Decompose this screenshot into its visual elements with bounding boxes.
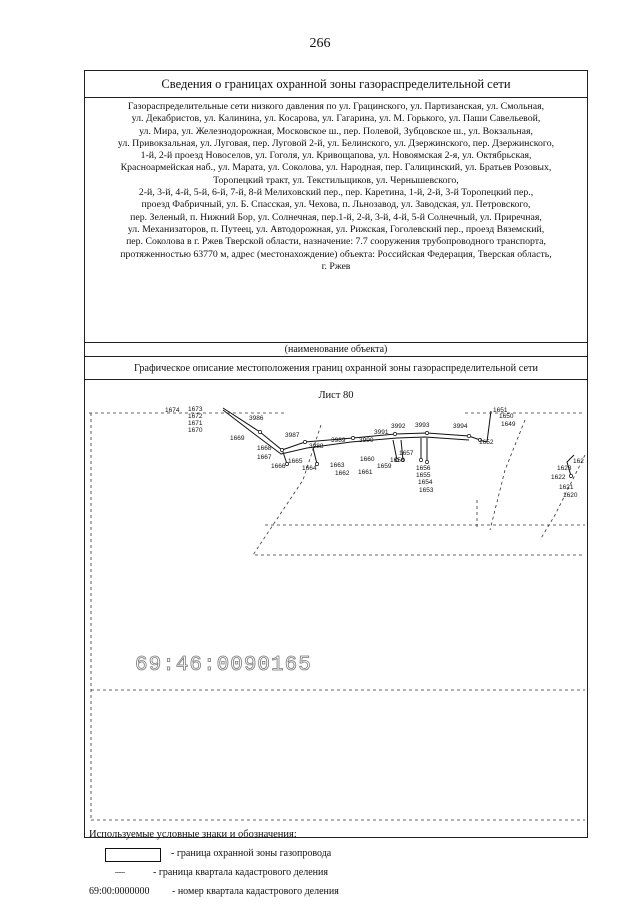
point-label: 1623 bbox=[557, 465, 572, 472]
legend bbox=[85, 829, 587, 909]
point-label: 1664 bbox=[302, 465, 317, 472]
point-label: 1658 bbox=[390, 457, 405, 464]
point-label: 3991 bbox=[374, 429, 389, 436]
description-line: Торопецкий тракт, ул. Текстильщиков, ул. Чернышевского, bbox=[213, 174, 459, 186]
description-line: ул. Мира, ул. Железнодорожная, Московское ш., пер. Полевой, Зубцовское ш., ул. Вокзальная, bbox=[139, 125, 533, 137]
point-label: 1669 bbox=[230, 435, 245, 442]
point-label: 1665 bbox=[288, 458, 303, 465]
map-area bbox=[85, 380, 587, 829]
point-label: 1656 bbox=[416, 465, 431, 472]
description-line: пер. Соколова в г. Ржев Тверской области, назначение: 7.7 сооружения трубопроводного транспорта, bbox=[126, 236, 546, 248]
point-label: 1654 bbox=[418, 479, 433, 486]
point-label: 3993 bbox=[415, 422, 430, 429]
point-label: 1649 bbox=[501, 421, 516, 428]
point-label: 3994 bbox=[453, 423, 468, 430]
point-label: 1671 bbox=[188, 420, 203, 427]
point-label: 1668 bbox=[257, 445, 272, 452]
description-line: 2-й, 3-й, 4-й, 5-й, 6-й, 7-й, 8-й Мелиховский пер., пер. Каретина, 1-й, 2-й, 3-й Торопецкий пер., bbox=[138, 187, 534, 199]
point-label: 1660 bbox=[360, 456, 375, 463]
legend-item-protection-zone: - граница охранной зоны газопровода bbox=[171, 848, 332, 859]
cadastral-boundary-symbol: — bbox=[115, 867, 125, 878]
description-line: г. Ржев bbox=[321, 260, 351, 272]
description-line: ул. Декабристов, ул. Калинина, ул. Косарова, ул. Гагарина, ул. М. Горького, ул. Паши Савельевой, bbox=[131, 113, 541, 125]
cadastral-number-symbol: 69:00:0000000 bbox=[89, 886, 150, 897]
point-label: 3992 bbox=[391, 423, 406, 430]
description-line: протяженностью 63770 м, адрес (местонахождение) объекта: Российская Федерация, Тверская область, bbox=[120, 248, 552, 260]
description-line: пер. Зеленый, п. Нижний Бор, ул. Солнечная, пер.1-й, 2-й, 3-й, 4-й, 5-й Солнечный, ул. Приречная, bbox=[130, 211, 542, 223]
point-label: 1666 bbox=[271, 463, 286, 470]
point-label: 3988 bbox=[309, 443, 324, 450]
point-label: 1652 bbox=[479, 439, 494, 446]
document-title: Сведения о границах охранной зоны газораспределительной сети bbox=[85, 71, 587, 98]
point-label: 162 bbox=[573, 458, 584, 465]
point-label: 1622 bbox=[551, 474, 566, 481]
graphic-section-title: Графическое описание местоположения границ охранной зоны газораспределительной сети bbox=[85, 357, 587, 380]
point-label: 1673 bbox=[188, 406, 203, 413]
point-label: 3986 bbox=[249, 415, 264, 422]
page-number: 266 bbox=[309, 36, 331, 51]
point-label: 1663 bbox=[330, 462, 345, 469]
point-label: 1659 bbox=[377, 463, 392, 470]
point-label: 1674 bbox=[165, 407, 180, 414]
point-label: 1661 bbox=[358, 469, 373, 476]
point-label: 1651 bbox=[493, 407, 508, 414]
point-label: 3990 bbox=[359, 437, 374, 444]
protection-zone-symbol bbox=[105, 848, 161, 862]
legend-title: Используемые условные знаки и обозначения: bbox=[89, 829, 297, 840]
description-line: проезд Фабричный, ул. Б. Спасская, ул. Чехова, п. Льнозавод, ул. Заводская, ул. Петровского, bbox=[141, 199, 531, 211]
description-line: ул. Привокзальная, ул. Луговая, пер. Луговой 2-й, ул. Белинского, ул. Дзержинского, пер. Дзержинского, bbox=[117, 137, 555, 149]
point-label: 3987 bbox=[285, 432, 300, 439]
point-label: 1662 bbox=[335, 470, 350, 477]
cadastral-quarter-number: 69:46:0090165 bbox=[135, 654, 312, 677]
point-label: 1620 bbox=[563, 492, 578, 499]
description-line: 1-й, 2-й проезд Новоселов, ул. Гоголя, ул. Кривощапова, ул. Новоямская 2-я, ул. Октябрьская, bbox=[140, 150, 532, 162]
point-label: 1667 bbox=[257, 454, 272, 461]
description-line: ул. Механизаторов, п. Путеец, ул. Автодорожная, ул. Рижская, Гоголевский пер., проезд Вяземский, bbox=[127, 223, 545, 235]
point-label: 1670 bbox=[188, 427, 203, 434]
object-name-caption: (наименование объекта) bbox=[85, 343, 587, 357]
point-label: 1653 bbox=[419, 487, 434, 494]
point-label: 1657 bbox=[399, 450, 414, 457]
sheet-label: Лист 80 bbox=[318, 390, 354, 401]
point-label: 3989 bbox=[331, 437, 346, 444]
point-label: 1655 bbox=[416, 472, 431, 479]
description-line: Красноармейская наб., ул. Марата, ул. Соколова, ул. Народная, пер. Галицинский, ул. Братьев Розовых, bbox=[120, 162, 552, 174]
legend-item-cadastral-number: - номер квартала кадастрового деления bbox=[172, 886, 339, 897]
description-line: Газораспределительные сети низкого давления по ул. Грацинского, ул. Партизанская, ул. Смольная, bbox=[127, 101, 545, 112]
point-label: 1650 bbox=[499, 413, 514, 420]
point-label: 1621 bbox=[559, 484, 574, 491]
point-label: 1672 bbox=[188, 413, 203, 420]
legend-item-cadastral-boundary: - граница квартала кадастрового деления bbox=[153, 867, 328, 878]
document-frame bbox=[84, 70, 588, 897]
cadastral-map bbox=[85, 380, 587, 829]
point-labels bbox=[165, 406, 584, 499]
object-description bbox=[85, 98, 587, 343]
